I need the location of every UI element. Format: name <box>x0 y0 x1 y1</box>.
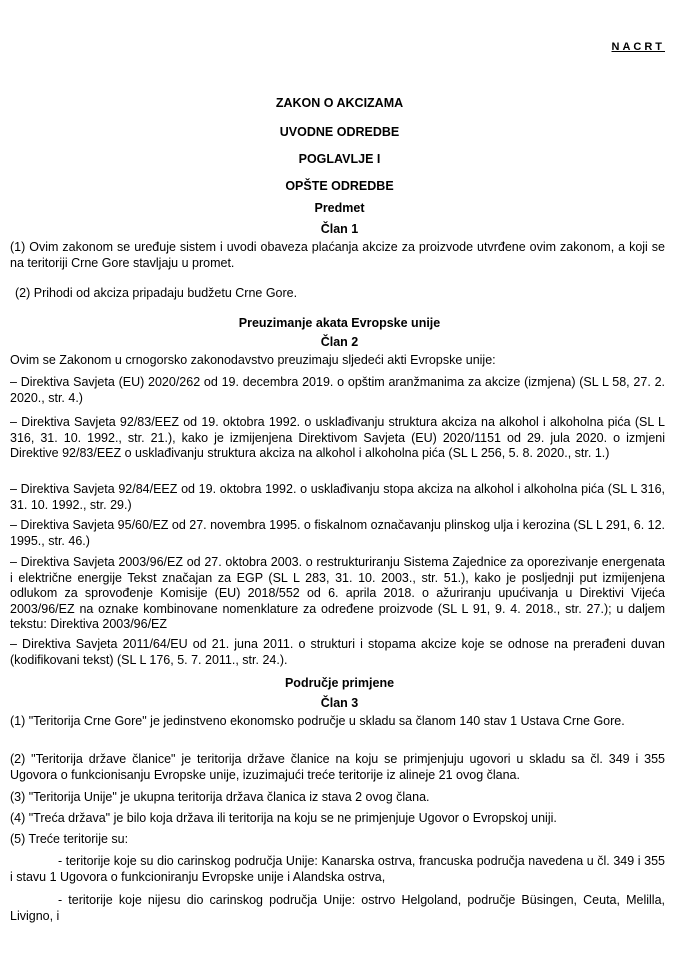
directive-item: – Direktiva Savjeta 2011/64/EU od 21. juna 2011. o strukturi i stopama akcize koje se odnose na prerađeni duvan (kodifikovani tekst) (SL L 176, 5. 7. 2011., str. 24.). <box>10 637 665 667</box>
article-2-intro: Ovim se Zakonom u crnogorsko zakonodavstvo preuzimaju sljedeći akti Evropske unije: <box>10 353 496 367</box>
chapter-title: OPŠTE ODREDBE <box>285 179 394 193</box>
chapter-label: POGLAVLJE I <box>298 152 381 166</box>
article-3-paragraph-1: (1) "Teritorija Crne Gore" je jedinstveno ekonomsko područje u skladu sa članom 140 stav 1 Ustava Crne Gore. <box>10 714 625 728</box>
third-territories-item: - teritorije koje nijesu dio carinskog područja Unije: ostrvo Helgoland, područje Büsingen, Ceuta, Melilla, Livigno, i <box>10 893 665 923</box>
law-title: ZAKON O AKCIZAMA <box>275 96 404 110</box>
article-1-paragraph-2: (2) Prihodi od akciza pripadaju budžetu Crne Gore. <box>15 286 298 300</box>
directive-item: – Direktiva Savjeta (EU) 2020/262 od 19. decembra 2019. o opštim aranžmanima za akcize (izmjena) (SL L 58, 27. 2. 2020., str. 4.) <box>10 375 665 405</box>
draft-label: NACRT <box>611 41 665 53</box>
article-3-paragraph-2: (2) "Teritorija države članice" je teritorija države članice na koju se primjenjuju ugovori u skladu sa čl. 349 i 355 Ugovora o funkcionisanju Evropske unije, izuzimajući treće teritorije iz alineje 21 ovog člana. <box>10 752 665 782</box>
article-3-label: Član 3 <box>320 696 359 710</box>
article-1-label: Član 1 <box>320 222 359 236</box>
directive-item: – Direktiva Savjeta 2003/96/EZ od 27. oktobra 2003. o restrukturiranju Sistema Zajednice za oporezivanje energenata i električne energije Tekst značajan za EGP (SL L 283, 31. 10. 2003., str. 51.), kako je posljednji put izmijenjena odlukom za sprovođenje Komisije (EU) 2018/552 od 6. aprila 2018. o ažuriranju upućivanja u Direktivi Vijeća 2003/96/EZ na oznake kombinovane nomenklature za određene proizvode (SL L 91, 9. 4. 2018., str. 27.); u daljem tekstu: Direktiva 2003/96/EZ <box>10 555 665 631</box>
article-3-paragraph-5: (5) Treće teritorije su: <box>10 832 129 846</box>
primjena-heading: Područje primjene <box>284 676 395 690</box>
article-1-paragraph-1: (1) Ovim zakonom se uređuje sistem i uvodi obaveza plaćanja akcize za proizvode utvrđene ovim zakonom, a koji se na teritoriji Crne Gore stavljaju u promet. <box>10 240 665 270</box>
article-3-paragraph-3: (3) "Teritorija Unije" je ukupna teritorija država članica iz stava 2 ovog člana. <box>10 790 430 804</box>
directive-item: – Direktiva Savjeta 92/84/EEZ od 19. oktobra 1992. o usklađivanju stopa akciza na alkohol i alkoholna pića (SL L 316, 31. 10. 1992., str. 29.) <box>10 482 665 512</box>
directive-item: – Direktiva Savjeta 95/60/EZ od 27. novembra 1995. o fiskalnom označavanju plinskog ulja i kerozina (SL L 291, 6. 12. 1995., str. 46.) <box>10 518 666 548</box>
section-title: UVODNE ODREDBE <box>279 125 400 139</box>
preuzimanje-heading: Preuzimanje akata Evropske unije <box>238 316 441 330</box>
directive-item: – Direktiva Savjeta 92/83/EEZ od 19. oktobra 1992. o usklađivanju struktura akciza na alkohol i alkoholna pića (SL L 316, 31. 10. 1992., str. 21.), kako je izmijenjena Direktivom Savjeta (EU) 2020/1151 od 29. jula 2020. o izmjeni Direktive 92/83/EEZ o usklađivanju struktura akciza na alkohol i alkoholna pića (SL L 256, 5. 8. 2020., str. 1.) <box>10 415 665 460</box>
article-2-label: Član 2 <box>320 335 359 349</box>
predmet-heading: Predmet <box>314 201 365 215</box>
third-territories-item: - teritorije koje su dio carinskog područja Unije: Kanarska ostrva, francuska područja navedena u čl. 349 i 355 i stavu 1 Ugovora o funkcioniranju Evropske unije i Alandska ostrva, <box>10 854 665 884</box>
article-3-paragraph-4: (4) "Treća država" je bilo koja država ili teritorija na koju se ne primjenjuje Ugovor o Evropskoj uniji. <box>10 811 557 825</box>
